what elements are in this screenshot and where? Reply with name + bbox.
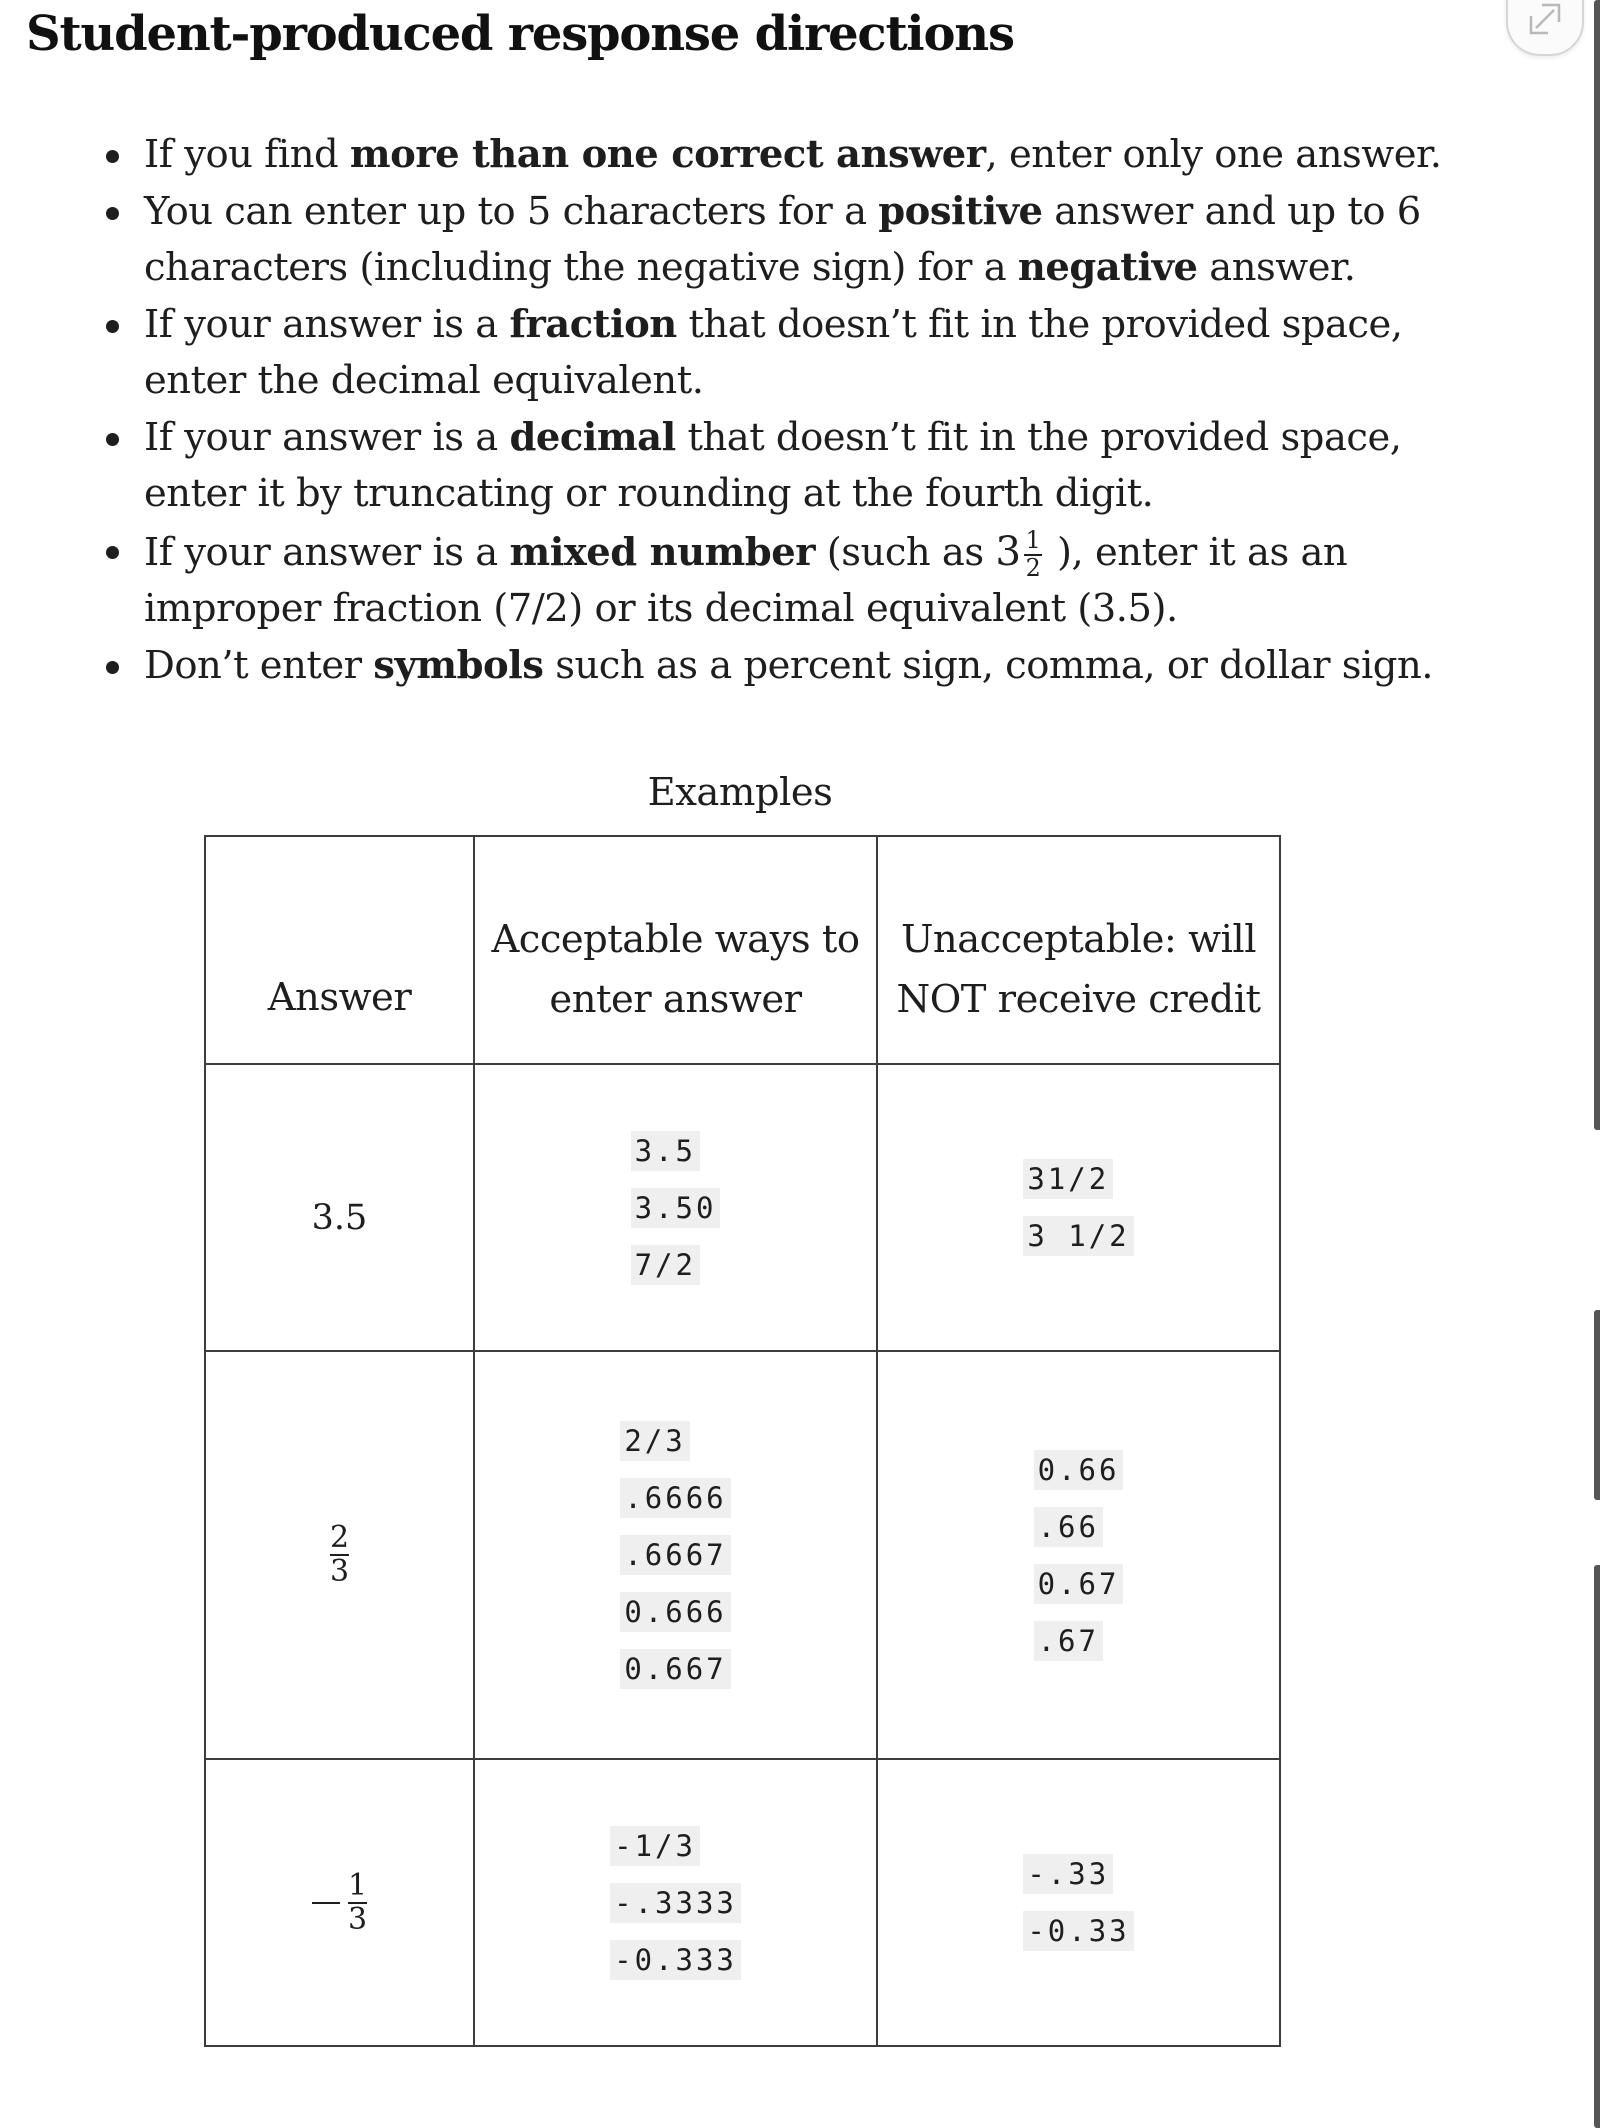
answer-cell xyxy=(205,1759,474,2046)
examples-caption: Examples xyxy=(647,770,833,815)
list-item: You can enter up to 5 characters for a positive answer and up to 6 characters (including the negative sign) for a negative answer. xyxy=(144,184,1474,297)
list-item: If you find more than one correct answer, enter only one answer. xyxy=(144,127,1474,184)
list-item: If your answer is a decimal that doesn’t fit in the provided space, enter it by truncating or rounding at the fourth digit. xyxy=(144,410,1474,523)
code-value: 31/2 xyxy=(1023,1159,1113,1199)
answer-column-header: Answer xyxy=(205,836,474,1064)
mixed-number-fraction: $\frac{1}{2}$ xyxy=(1025,525,1041,582)
table-header-row xyxy=(205,836,1280,1064)
code-value: 0.666 xyxy=(620,1592,730,1632)
code-value: 0.66 xyxy=(1034,1450,1124,1490)
acceptable-cell xyxy=(474,1351,877,1759)
fraction: $\frac{2}{3}$ xyxy=(329,1520,350,1589)
scroll-indicator-bottom xyxy=(1594,1565,1600,2128)
table-row xyxy=(205,1064,1280,1351)
scroll-indicator-middle xyxy=(1594,1310,1600,1500)
answer-cell xyxy=(205,1351,474,1759)
acceptable-cell xyxy=(474,1064,877,1351)
code-value: .6667 xyxy=(620,1535,730,1575)
code-value: .6666 xyxy=(620,1478,730,1518)
code-value: -0.333 xyxy=(610,1940,741,1980)
collapse-icon xyxy=(1528,2,1562,36)
examples-table xyxy=(204,835,1281,2047)
table-row xyxy=(205,1351,1280,1759)
code-value: 3 1/2 xyxy=(1023,1216,1133,1256)
negative-fraction: $\frac{1}{3}$ xyxy=(312,1871,367,1935)
directions-list xyxy=(144,127,1474,694)
code-value: -1/3 xyxy=(610,1826,700,1866)
table-row xyxy=(205,1759,1280,2046)
code-value: 2/3 xyxy=(620,1421,689,1461)
list-item: Don’t enter symbols such as a percent sign, comma, or dollar sign. xyxy=(144,638,1474,695)
code-value: 0.67 xyxy=(1034,1564,1124,1604)
minus-sign xyxy=(312,1902,340,1904)
scroll-indicator-top xyxy=(1594,0,1600,1130)
code-value: -0.33 xyxy=(1023,1911,1133,1951)
unacceptable-column-header: Unacceptable: will NOT receive credit xyxy=(877,836,1280,1064)
code-value: 3.50 xyxy=(631,1188,721,1228)
collapse-button[interactable] xyxy=(1506,0,1584,56)
code-value: 3.5 xyxy=(631,1131,700,1171)
list-item: If your answer is a fraction that doesn’t fit in the provided space, enter the decimal equivalent. xyxy=(144,297,1474,410)
acceptable-cell xyxy=(474,1759,877,2046)
page-title: Student-produced response directions xyxy=(26,6,1014,62)
list-item: If your answer is a mixed number (such as 3 $\frac{1}{2}$ ), enter it as an improper fraction (7/2) or its decimal equivalent (3.5). xyxy=(144,523,1474,638)
code-value: -.33 xyxy=(1023,1854,1113,1894)
unacceptable-cell xyxy=(877,1351,1280,1759)
code-value: .67 xyxy=(1034,1621,1103,1661)
code-value: .66 xyxy=(1034,1507,1103,1547)
mixed-number-whole: 3 xyxy=(995,526,1021,575)
code-value: 0.667 xyxy=(620,1649,730,1689)
code-value: -.3333 xyxy=(610,1883,741,1923)
acceptable-column-header: Acceptable ways to enter answer xyxy=(474,836,877,1064)
unacceptable-cell xyxy=(877,1064,1280,1351)
answer-cell: 3.5 xyxy=(205,1064,474,1351)
code-value: 7/2 xyxy=(631,1245,700,1285)
unacceptable-cell xyxy=(877,1759,1280,2046)
